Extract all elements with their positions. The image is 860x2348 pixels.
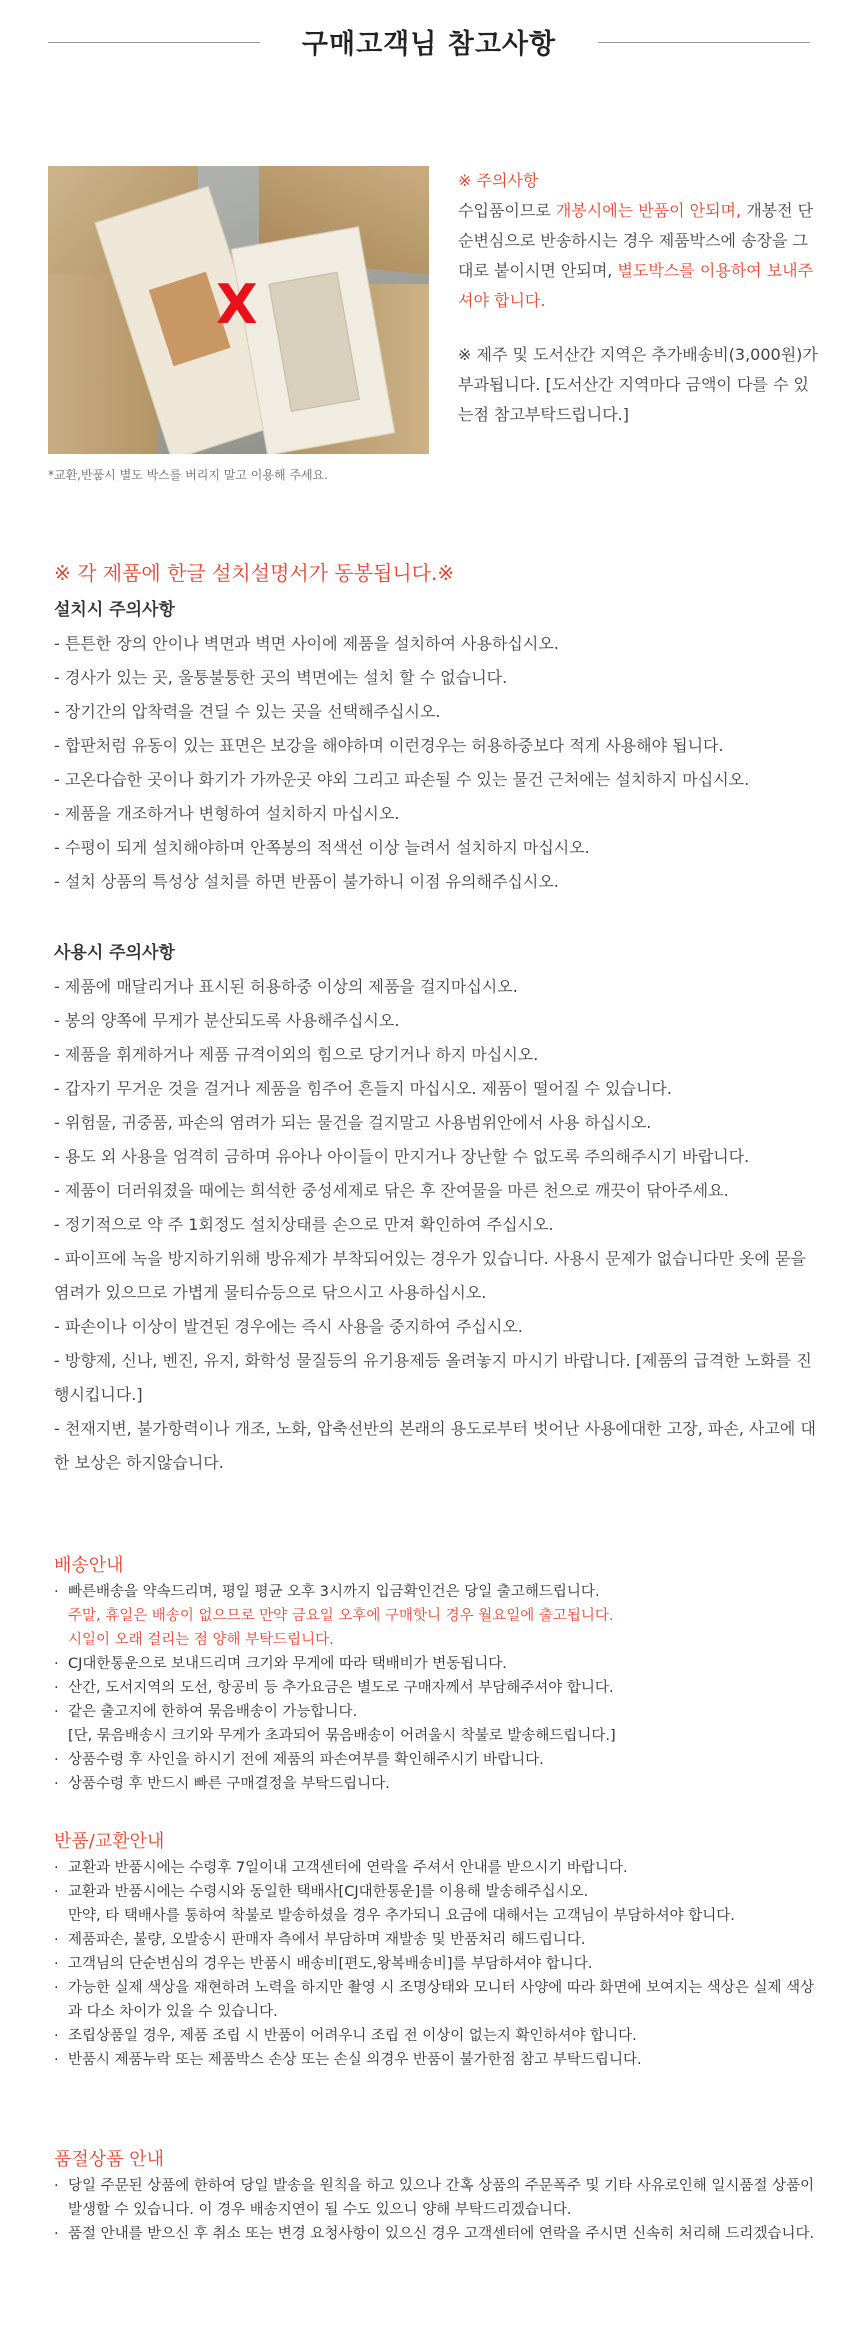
- list-item: [단, 묶음배송시 크기와 무게가 초과되어 묶음배송이 어려울시 착불로 발송해드립니다.]: [68, 1728, 616, 1744]
- list-item: - 파이프에 녹을 방지하기위해 방유제가 부착되어있는 경우가 있습니다. 사용시 문제가 없습니다만 옷에 묻을 염려가 있으므로 가볍게 물티슈등으로 닦으시고 사용하십시오.: [54, 1249, 806, 1302]
- prohibited-x-icon: X: [216, 273, 258, 336]
- soldout-info: [54, 2146, 824, 2246]
- list-item: - 갑자기 무거운 것을 걸거나 제품을 힘주어 흔들지 마십시오. 제품이 떨어질 수 있습니다.: [54, 1079, 672, 1098]
- list-item: · 품절 안내를 받으신 후 취소 또는 변경 요청사항이 있으신 경우 고객센터에 연락을 주시면 신속히 처리해 드리겠습니다.: [54, 2222, 824, 2246]
- list-item: - 튼튼한 장의 안이나 벽면과 벽면 사이에 제품을 설치하여 사용하십시오.: [54, 634, 559, 653]
- photo-caption: *교환,반품시 별도 박스를 버리지 말고 이용해 주세요.: [48, 468, 328, 482]
- usage-cautions: [54, 938, 824, 1480]
- list-item: · 가능한 실제 색상을 재현하려 노력을 하지만 촬영 시 조명상태와 모니터 사양에 따라 화면에 보여지는 색상은 실제 색상과 다소 차이가 있을 수 있습니다.: [54, 1976, 824, 2024]
- usage-cautions-title: 사용시 주의사항: [54, 943, 175, 963]
- list-item: - 장기간의 압착력을 견딜 수 있는 곳을 선택해주십시오.: [54, 702, 441, 721]
- list-item: 만약, 타 택배사를 통하여 착불로 발송하셨을 경우 추가되니 요금에 대해서는 고객님이 부담하셔야 합니다.: [68, 1908, 735, 1924]
- list-item: · 조립상품일 경우, 제품 조립 시 반품이 어려우니 조립 전 이상이 없는지 확인하셔야 합니다.: [54, 2024, 824, 2048]
- list-item: - 파손이나 이상이 발견된 경우에는 즉시 사용을 중지하여 주십시오.: [54, 1317, 523, 1336]
- list-item: - 천재지변, 불가항력이나 개조, 노화, 압축선반의 본래의 용도로부터 벗어난 사용에대한 고장, 파손, 사고에 대한 보상은 하지않습니다.: [54, 1419, 816, 1472]
- shipping-info: [54, 1552, 824, 1796]
- list-item: - 용도 외 사용을 엄격히 금하며 유아나 아이들이 만지거나 장난할 수 없도록 주의해주시기 바랍니다.: [54, 1147, 750, 1166]
- product-illustration: [268, 272, 360, 412]
- page-title: 구매고객님 참고사항: [301, 29, 557, 60]
- list-item: - 위험물, 귀중품, 파손의 염려가 되는 물건을 걸지말고 사용범위안에서 사용 하십시오.: [54, 1113, 652, 1132]
- manual-notice: ※ 각 제품에 한글 설치설명서가 동봉됩니다.※: [54, 561, 455, 585]
- notice-paragraph-shipping-fee: ※ 제주 및 도서산간 지역은 추가배송비(3,000원)가 부과됩니다. [도서산간 지역마다 금액이 다를 수 있는점 참고부탁드립니다.]: [458, 345, 818, 424]
- install-cautions: [54, 595, 824, 899]
- list-item: · 고객님의 단순변심의 경우는 반품시 배송비[편도,왕복배송비]를 부담하셔야 합니다.: [54, 1952, 824, 1976]
- list-item: - 제품에 매달리거나 표시된 허용하중 이상의 제품을 걸지마십시오.: [54, 977, 518, 996]
- returns-info: [54, 1828, 824, 2072]
- list-item: · 제품파손, 불량, 오발송시 판매자 측에서 부담하며 재발송 및 반품처리 해드립니다.: [54, 1928, 824, 1952]
- list-item-warning: 시일이 오래 걸리는 점 양해 부탁드립니다.: [68, 1632, 334, 1648]
- page-header: [0, 18, 860, 68]
- list-item-warning: - 설치 상품의 특성상 설치를 하면 반품이 불가하니 이점 유의해주십시오.: [54, 872, 559, 891]
- header-divider-right: [598, 42, 810, 43]
- list-item: - 제품이 더러워졌을 때에는 희석한 중성세제로 닦은 후 잔여물을 마른 천으로 깨끗이 닦아주세요.: [54, 1181, 729, 1200]
- list-item: · 산간, 도서지역의 도선, 항공비 등 추가요금은 별도로 구매자께서 부담해주셔야 합니다.: [54, 1676, 824, 1700]
- list-item: · 당일 주문된 상품에 한하여 당일 발송을 원칙을 하고 있으나 간혹 상품의 주문폭주 및 기타 사유로인해 일시품절 상품이 발생할 수 있습니다. 이 경우 배송지연이 될 수도 있으니 양해 부탁드리겠습니다.: [54, 2174, 824, 2222]
- list-item: - 봉의 양쪽에 무게가 분산되도록 사용해주십시오.: [54, 1011, 400, 1030]
- shipping-title: 배송안내: [54, 1555, 124, 1576]
- caution-notice: [458, 166, 820, 430]
- list-item: - 합판처럼 유동이 있는 표면은 보강을 해야하며 이런경우는 허용하중보다 적게 사용해야 됩니다.: [54, 736, 724, 755]
- list-item: · 교환과 반품시에는 수령시와 동일한 택배사[CJ대한통운]를 이용해 발송해주십시오.: [54, 1880, 824, 1904]
- notice-paragraph-return: 수입품이므로 개봉시에는 반품이 안되며, 개봉전 단순변심으로 반송하시는 경우 제품박스에 송장을 그대로 붙이시면 안되며, 별도박스를 이용하여 보내주셔야 합니다.: [458, 201, 814, 310]
- list-item-warning: 주말, 휴일은 배송이 없으므로 만약 금요일 오후에 구매핫니 경우 월요일에 출고됩니다.: [68, 1608, 614, 1624]
- soldout-title: 품절상품 안내: [54, 2149, 165, 2170]
- list-item: · CJ대한통운으로 보내드리며 크기와 무게에 따라 택배비가 변동됩니다.: [54, 1652, 824, 1676]
- header-divider-left: [48, 42, 260, 43]
- list-item: - 경사가 있는 곳, 울퉁불퉁한 곳의 벽면에는 설치 할 수 없습니다.: [54, 668, 508, 687]
- list-item: - 제품을 휘게하거나 제품 규격이외의 힘으로 당기거나 하지 마십시오.: [54, 1045, 539, 1064]
- list-item: · 같은 출고지에 한하여 묶음배송이 가능합니다.: [54, 1700, 824, 1724]
- install-cautions-title: 설치시 주의사항: [54, 600, 175, 620]
- list-item: - 방향제, 신나, 벤진, 유지, 화학성 물질등의 유기용제등 올려놓지 마시기 바랍니다. [제품의 급격한 노화를 진행시킵니다.]: [54, 1351, 812, 1404]
- list-item: - 제품을 개조하거나 변형하여 설치하지 마십시오.: [54, 804, 400, 823]
- list-item: · 상품수령 후 반드시 빠른 구매결정을 부탁드립니다.: [54, 1772, 824, 1796]
- notice-heading: ※ 주의사항: [458, 171, 539, 190]
- packaging-photo: [48, 166, 429, 454]
- list-item: · 반품시 제품누락 또는 제품박스 손상 또는 손실 의경우 반품이 불가한점 참고 부탁드립니다.: [54, 2048, 824, 2072]
- returns-title: 반품/교환안내: [54, 1831, 165, 1852]
- list-item: · 상품수령 후 사인을 하시기 전에 제품의 파손여부를 확인해주시기 바랍니다.: [54, 1748, 824, 1772]
- list-item: - 정기적으로 약 주 1회정도 설치상태를 손으로 만져 확인하여 주십시오.: [54, 1215, 554, 1234]
- list-item: · 교환과 반품시에는 수령후 7일이내 고객센터에 연락을 주셔서 안내를 받으시기 바랍니다.: [54, 1856, 824, 1880]
- list-item: · 빠른배송을 약속드리며, 평일 평균 오후 3시까지 입금확인건은 당일 출고해드립니다.: [54, 1580, 824, 1604]
- list-item: - 수평이 되게 설치해야하며 안쪽봉의 적색선 이상 늘려서 설치하지 마십시오.: [54, 838, 590, 857]
- list-item: - 고온다습한 곳이나 화기가 가까운곳 야외 그리고 파손될 수 있는 물건 근처에는 설치하지 마십시오.: [54, 770, 750, 789]
